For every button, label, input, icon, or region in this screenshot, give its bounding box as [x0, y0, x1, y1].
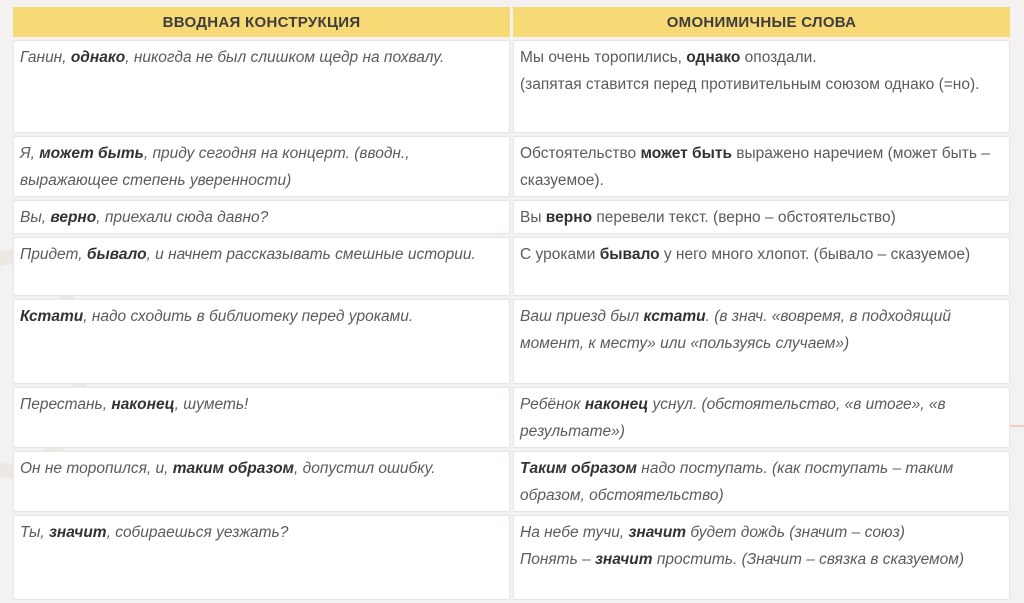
cell-introductory-example: Придет, бывало, и начнет рассказывать смешные истории. [13, 237, 510, 296]
highlighted-word: значит [594, 551, 653, 568]
highlighted-word: значит [48, 524, 107, 541]
cell-homonym-example: Ваш приезд был кстати. (в знач. «вовремя, в подходящий момент, к месту» или «пользуясь случаем») [513, 299, 1010, 384]
header-homonymous-words: ОМОНИМИЧНЫЕ СЛОВА [513, 7, 1010, 37]
highlighted-word: бывало [599, 246, 660, 263]
cell-homonym-example: Мы очень торопились, однако опоздали. (запятая ставится перед противительным союзом однако (=но). [513, 40, 1010, 133]
cell-homonym-example: Таким образом надо поступать. (как поступать – таким образом, обстоятельство) [513, 451, 1010, 512]
highlighted-word: верно [545, 209, 593, 226]
highlighted-word: значит [628, 524, 687, 541]
highlighted-word: Таким образом [520, 460, 637, 477]
cell-introductory-example: Вы, верно, приехали сюда давно? [13, 200, 510, 234]
highlighted-word: кстати [643, 308, 706, 325]
highlighted-word: бывало [86, 246, 147, 263]
table-row [13, 136, 1010, 197]
table-row [13, 237, 1010, 296]
table-row [13, 299, 1010, 384]
cell-introductory-example: Ганин, однако, никогда не был слишком щедр на похвалу. [13, 40, 510, 133]
highlighted-word: Кстати [20, 308, 84, 325]
cell-homonym-example: Обстоятельство может быть выражено наречием (может быть – сказуемое). [513, 136, 1010, 197]
highlighted-word: таким образом [172, 460, 295, 477]
highlighted-word: однако [686, 49, 741, 66]
comparison-table-container [10, 4, 1008, 603]
cell-homonym-example: На небе тучи, значит будет дождь (значит – союз) Понять – значит простить. (Значит – связка в сказуемом) [513, 515, 1010, 600]
table-row [13, 387, 1010, 448]
header-introductory-construction: ВВОДНАЯ КОНСТРУКЦИЯ [13, 7, 510, 37]
cell-introductory-example: Ты, значит, собираешься уезжать? [13, 515, 510, 600]
table-row [13, 451, 1010, 512]
highlighted-word: может быть [640, 145, 732, 162]
table-row [13, 40, 1010, 133]
cell-introductory-example: Он не торопился, и, таким образом, допустил ошибку. [13, 451, 510, 512]
table-header-row [13, 7, 1010, 37]
table-row [13, 200, 1010, 234]
cell-introductory-example: Перестань, наконец, шуметь! [13, 387, 510, 448]
comparison-table [10, 4, 1013, 603]
cell-introductory-example: Кстати, надо сходить в библиотеку перед уроками. [13, 299, 510, 384]
table-row [13, 515, 1010, 600]
cell-homonym-example: Ребёнок наконец уснул. (обстоятельство, «в итоге», «в результате») [513, 387, 1010, 448]
highlighted-word: наконец [111, 396, 175, 413]
cell-introductory-example: Я, может быть, приду сегодня на концерт. (вводн., выражающее степень уверенности) [13, 136, 510, 197]
cell-homonym-example: Вы верно перевели текст. (верно – обстоятельство) [513, 200, 1010, 234]
highlighted-word: однако [70, 49, 126, 66]
highlighted-word: наконец [584, 396, 649, 413]
highlighted-word: может быть [39, 145, 144, 162]
highlighted-word: верно [50, 209, 97, 226]
cell-homonym-example: С уроками бывало у него много хлопот. (бывало – сказуемое) [513, 237, 1010, 296]
